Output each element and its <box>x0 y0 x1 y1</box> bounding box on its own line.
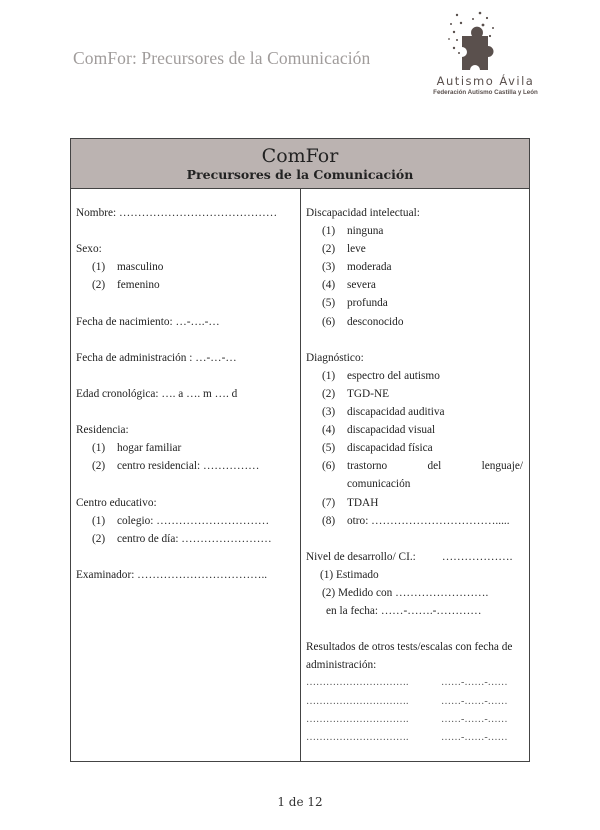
residencia-option[interactable] <box>76 439 300 457</box>
test-name-blank: …………………………. <box>306 695 409 707</box>
option-label: TGD-NE <box>347 387 390 400</box>
nivel-fecha-field[interactable]: en la fecha: ……-…….-………… <box>326 605 482 618</box>
diagnostico-option[interactable] <box>306 512 525 530</box>
resultados-row[interactable] <box>306 693 525 711</box>
option-number: (2) <box>322 243 336 256</box>
option-number: (2) <box>322 387 336 400</box>
test-name-blank: …………………………. <box>306 731 409 743</box>
option-label: centro residencial: …………… <box>117 460 260 473</box>
option-label: femenino <box>117 279 160 292</box>
diagnostico-option[interactable] <box>306 421 525 439</box>
sexo-label: Sexo: <box>76 243 102 256</box>
centro-educativo-option[interactable] <box>76 512 300 530</box>
option-label-continuation: comunicación <box>347 478 411 491</box>
option-number: (2) <box>92 279 106 292</box>
discapacidad-option[interactable] <box>306 240 525 258</box>
option-label: severa <box>347 279 376 292</box>
option-number: (2) <box>92 460 106 473</box>
option-label: discapacidad auditiva <box>347 406 445 419</box>
discapacidad-option[interactable] <box>306 258 525 276</box>
test-date-blank: ……-……-…… <box>441 713 508 725</box>
diagnostico-option[interactable] <box>306 457 525 475</box>
nivel-value: ………………. <box>441 550 513 563</box>
sexo-option[interactable] <box>76 258 300 276</box>
option-number: (2) <box>92 532 106 545</box>
option-label: moderada <box>347 261 392 274</box>
test-name-blank: …………………………. <box>306 713 409 725</box>
option-number: (1) <box>322 369 336 382</box>
diagnostico-option[interactable] <box>306 385 525 403</box>
nivel-medido-option[interactable]: (2) Medido con ……………………. <box>322 586 489 599</box>
fecha-nacimiento-field[interactable]: Fecha de nacimiento: …-….-… <box>76 315 220 328</box>
diagnostico-option[interactable] <box>306 403 525 421</box>
option-number: (6) <box>322 315 336 328</box>
option-label: desconocido <box>347 315 404 328</box>
option-number: (3) <box>322 406 336 419</box>
examinador-field[interactable]: Examinador: …………………………….. <box>76 568 268 581</box>
diagnostico-label: Diagnóstico: <box>306 351 364 364</box>
edad-cronologica-field[interactable]: Edad cronológica: …. a …. m …. d <box>76 387 238 400</box>
centro-educativo-label: Centro educativo: <box>76 496 157 509</box>
option-label-part: trastorno <box>347 460 388 473</box>
test-name-blank: …………………………. <box>306 677 409 689</box>
nivel-desarrollo-field[interactable] <box>306 548 525 566</box>
discapacidad-option[interactable] <box>306 276 525 294</box>
centro-educativo-option[interactable] <box>76 530 300 548</box>
autismo-avila-logo <box>423 10 548 100</box>
document-header-title: ComFor: Precursores de la Comunicación <box>73 48 371 68</box>
comfor-form-table <box>70 138 530 762</box>
resultados-row[interactable] <box>306 674 525 692</box>
resultados-label: Resultados de otros tests/escalas con fecha de administración: <box>306 641 513 672</box>
page-number: 1 de 12 <box>277 795 323 809</box>
resultados-row[interactable] <box>306 729 525 747</box>
option-label: centro de día: …………………… <box>117 532 272 545</box>
option-number: (4) <box>322 279 336 292</box>
diagnostico-option[interactable] <box>306 367 525 385</box>
form-title: ComFor <box>261 145 339 167</box>
option-label <box>347 457 525 475</box>
nivel-estimado-option[interactable]: (1) Estimado <box>320 568 379 581</box>
option-number: (8) <box>322 514 336 527</box>
option-label: otro: ……………………………..... <box>347 514 510 527</box>
option-label: leve <box>347 243 366 256</box>
option-label: colegio: ………………………… <box>117 514 270 527</box>
form-subtitle: Precursores de la Comunicación <box>186 167 414 182</box>
option-number: (4) <box>322 424 336 437</box>
fecha-administracion-field[interactable]: Fecha de administración : …-…-… <box>76 351 237 364</box>
option-number: (3) <box>322 261 336 274</box>
residencia-label: Residencia: <box>76 424 129 437</box>
diagnostico-option[interactable] <box>306 439 525 457</box>
option-label-part: del <box>427 460 442 473</box>
discapacidad-option[interactable] <box>306 294 525 312</box>
option-number: (5) <box>322 442 336 455</box>
form-header <box>71 139 529 189</box>
option-number: (6) <box>322 460 336 473</box>
option-label: TDAH <box>347 496 379 509</box>
option-label: discapacidad visual <box>347 424 436 437</box>
left-column <box>71 189 301 761</box>
sexo-option[interactable] <box>76 276 300 294</box>
residencia-option[interactable] <box>76 457 300 475</box>
option-number: (1) <box>92 261 106 274</box>
discapacidad-option[interactable] <box>306 222 525 240</box>
test-date-blank: ……-……-…… <box>441 695 508 707</box>
nombre-field[interactable]: Nombre: …………………………………… <box>76 207 278 219</box>
option-label: ninguna <box>347 225 384 238</box>
option-label: hogar familiar <box>117 442 182 455</box>
nivel-label: Nivel de desarrollo/ CI.: <box>306 550 416 563</box>
option-label: espectro del autismo <box>347 369 440 382</box>
discapacidad-label: Discapacidad intelectual: <box>306 207 420 219</box>
diagnostico-option[interactable] <box>306 494 525 512</box>
option-label: profunda <box>347 297 388 310</box>
option-label-part: lenguaje/ <box>481 460 523 473</box>
right-column <box>301 189 529 761</box>
discapacidad-option[interactable] <box>306 313 525 331</box>
logo-name: Autismo Ávila <box>436 74 535 88</box>
option-label: masculino <box>117 261 164 274</box>
logo-subtitle: Federación Autismo Castilla y León <box>433 89 538 96</box>
option-number: (1) <box>322 225 336 238</box>
option-label: discapacidad física <box>347 442 433 455</box>
option-number: (1) <box>92 442 106 455</box>
resultados-row[interactable] <box>306 711 525 729</box>
puzzle-piece-icon <box>443 10 528 72</box>
option-number: (7) <box>322 496 336 509</box>
option-number: (5) <box>322 297 336 310</box>
test-date-blank: ……-……-…… <box>441 677 508 689</box>
test-date-blank: ……-……-…… <box>441 731 508 743</box>
option-number: (1) <box>92 514 106 527</box>
